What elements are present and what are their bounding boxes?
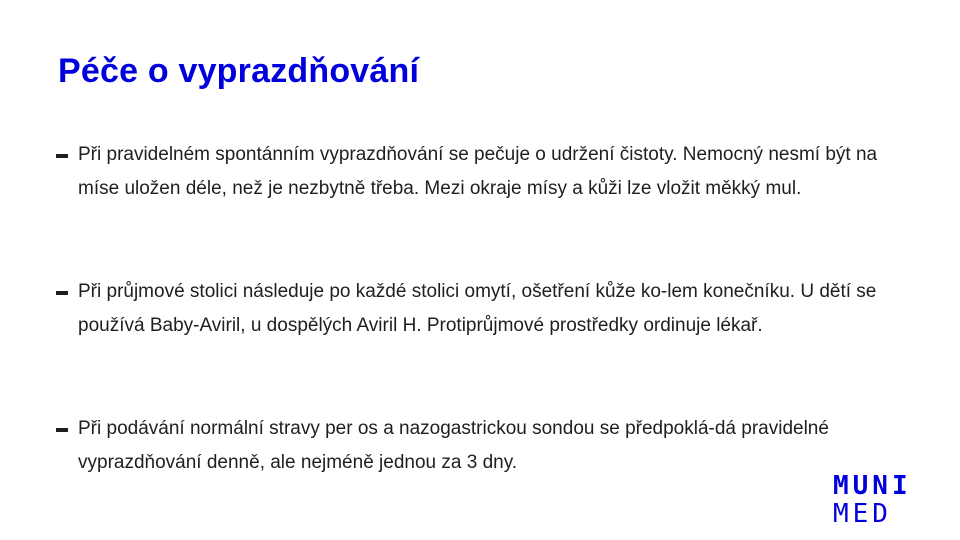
muni-med-logo [833, 472, 912, 528]
bullet-dash-icon [56, 291, 68, 295]
logo-line-muni: MUNI [833, 471, 912, 501]
slide-title: Péče o vyprazdňování [58, 52, 420, 90]
bullet-dash-icon [56, 428, 68, 432]
bullet-text: Při průjmové stolici následuje po každé stolici omytí, ošetření kůže ko-lem konečníku. U dětí se používá Baby-Aviril, u dospělých Aviril H. Protiprůjmové prostředky ordinuje lékař. [78, 281, 877, 336]
logo-line-med: MED [833, 499, 892, 529]
bullet-dash-icon [56, 154, 68, 158]
bullet-text: Při podávání normální stravy per os a nazogastrickou sondou se předpoklá-dá pravidelné vyprazdňování denně, ale nejméně jednou za 3 dny. [78, 418, 829, 473]
bullet-text: Při pravidelném spontánním vyprazdňování se pečuje o udržení čistoty. Nemocný nesmí být na míse uložen déle, než je nezbytně třeba. Mezi okraje mísy a kůži lze vložit měkký mul. [78, 144, 878, 199]
